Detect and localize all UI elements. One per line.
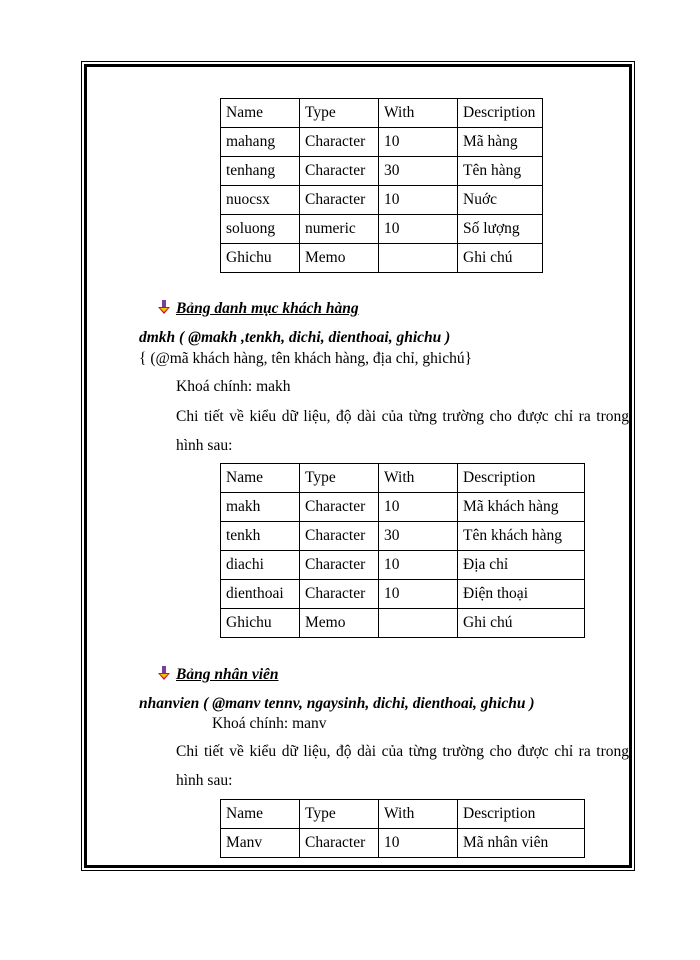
table-header-row [221, 464, 585, 493]
table-cell: numeric [300, 215, 379, 244]
arrow-bullet-icon [156, 665, 172, 681]
table-cell: 10 [379, 829, 458, 858]
table-row [221, 551, 585, 580]
section-heading-customers [156, 299, 359, 318]
table-cell: Character [300, 580, 379, 609]
detail-paragraph-line: Chi tiết về kiểu dữ liệu, độ dài của từng trường cho được chỉ ra trong [176, 743, 629, 760]
section-heading-staff [156, 665, 279, 684]
table-cell: dienthoai [221, 580, 300, 609]
table-cell: Character [300, 829, 379, 858]
customers-table [220, 463, 585, 638]
table-cell: Nuớc [458, 186, 543, 215]
table-cell: makh [221, 493, 300, 522]
primary-key-label: Khoá chính: manv [212, 715, 327, 732]
table-cell: Memo [300, 609, 379, 638]
detail-paragraph-line: Chi tiết về kiểu dữ liệu, độ dài của từng trường cho được chỉ ra trong [176, 408, 629, 425]
table-cell: Số lượng [458, 215, 543, 244]
table-header-row [221, 99, 543, 128]
schema-description: { (@mã khách hàng, tên khách hàng, địa chỉ, ghichú} [139, 350, 473, 367]
table-cell: Điện thoại [458, 580, 585, 609]
header-cell: Description [458, 99, 543, 128]
table-cell: 30 [379, 522, 458, 551]
table-cell: Mã nhân viên [458, 829, 585, 858]
table-cell: Địa chỉ [458, 551, 585, 580]
table-cell [379, 609, 458, 638]
table-cell: mahang [221, 128, 300, 157]
table-cell: tenkh [221, 522, 300, 551]
table-row [221, 128, 543, 157]
table-cell: 10 [379, 128, 458, 157]
detail-paragraph-line: hình sau: [176, 437, 233, 454]
header-cell: With [379, 464, 458, 493]
table-cell: tenhang [221, 157, 300, 186]
table-cell: 10 [379, 186, 458, 215]
header-cell: Description [458, 800, 585, 829]
table-cell: Ghi chú [458, 244, 543, 273]
schema-definition: nhanvien ( @manv tennv, ngaysinh, dichi, dienthoai, ghichu ) [139, 695, 535, 712]
header-cell: Type [300, 800, 379, 829]
header-cell: Name [221, 99, 300, 128]
table-cell: diachi [221, 551, 300, 580]
detail-paragraph-line: hình sau: [176, 772, 233, 789]
table-cell: Character [300, 493, 379, 522]
header-cell: With [379, 99, 458, 128]
table-cell: Tên khách hàng [458, 522, 585, 551]
table-cell: Character [300, 186, 379, 215]
primary-key-label: Khoá chính: makh [176, 378, 291, 395]
table-cell: Character [300, 551, 379, 580]
header-cell: Name [221, 800, 300, 829]
table-cell: Character [300, 522, 379, 551]
schema-definition: dmkh ( @makh ,tenkh, dichi, dienthoai, ghichu ) [139, 329, 451, 346]
staff-table [220, 799, 585, 858]
table-row [221, 580, 585, 609]
table-cell: soluong [221, 215, 300, 244]
table-cell: Manv [221, 829, 300, 858]
table-cell: Mã hàng [458, 128, 543, 157]
table-row [221, 493, 585, 522]
table-cell: Ghichu [221, 609, 300, 638]
header-cell: Type [300, 464, 379, 493]
table-cell: 10 [379, 493, 458, 522]
table-cell: 10 [379, 215, 458, 244]
table-cell: Tên hàng [458, 157, 543, 186]
table-row [221, 244, 543, 273]
header-cell: Name [221, 464, 300, 493]
products-table [220, 98, 543, 273]
table-cell: Character [300, 128, 379, 157]
table-row [221, 157, 543, 186]
header-cell: Type [300, 99, 379, 128]
table-cell [379, 244, 458, 273]
table-cell: 30 [379, 157, 458, 186]
table-cell: Character [300, 157, 379, 186]
table-row [221, 215, 543, 244]
table-row [221, 522, 585, 551]
heading-text: Bảng nhân viên [176, 666, 279, 683]
table-cell: nuocsx [221, 186, 300, 215]
table-cell: Ghichu [221, 244, 300, 273]
table-row [221, 186, 543, 215]
heading-text: Bảng danh mục khách hàng [176, 300, 359, 317]
table-row [221, 829, 585, 858]
arrow-bullet-icon [156, 299, 172, 315]
table-cell: 10 [379, 551, 458, 580]
header-cell: Description [458, 464, 585, 493]
table-cell: Memo [300, 244, 379, 273]
table-cell: Ghi chú [458, 609, 585, 638]
table-row [221, 609, 585, 638]
table-cell: 10 [379, 580, 458, 609]
table-cell: Mã khách hàng [458, 493, 585, 522]
table-header-row [221, 800, 585, 829]
header-cell: With [379, 800, 458, 829]
